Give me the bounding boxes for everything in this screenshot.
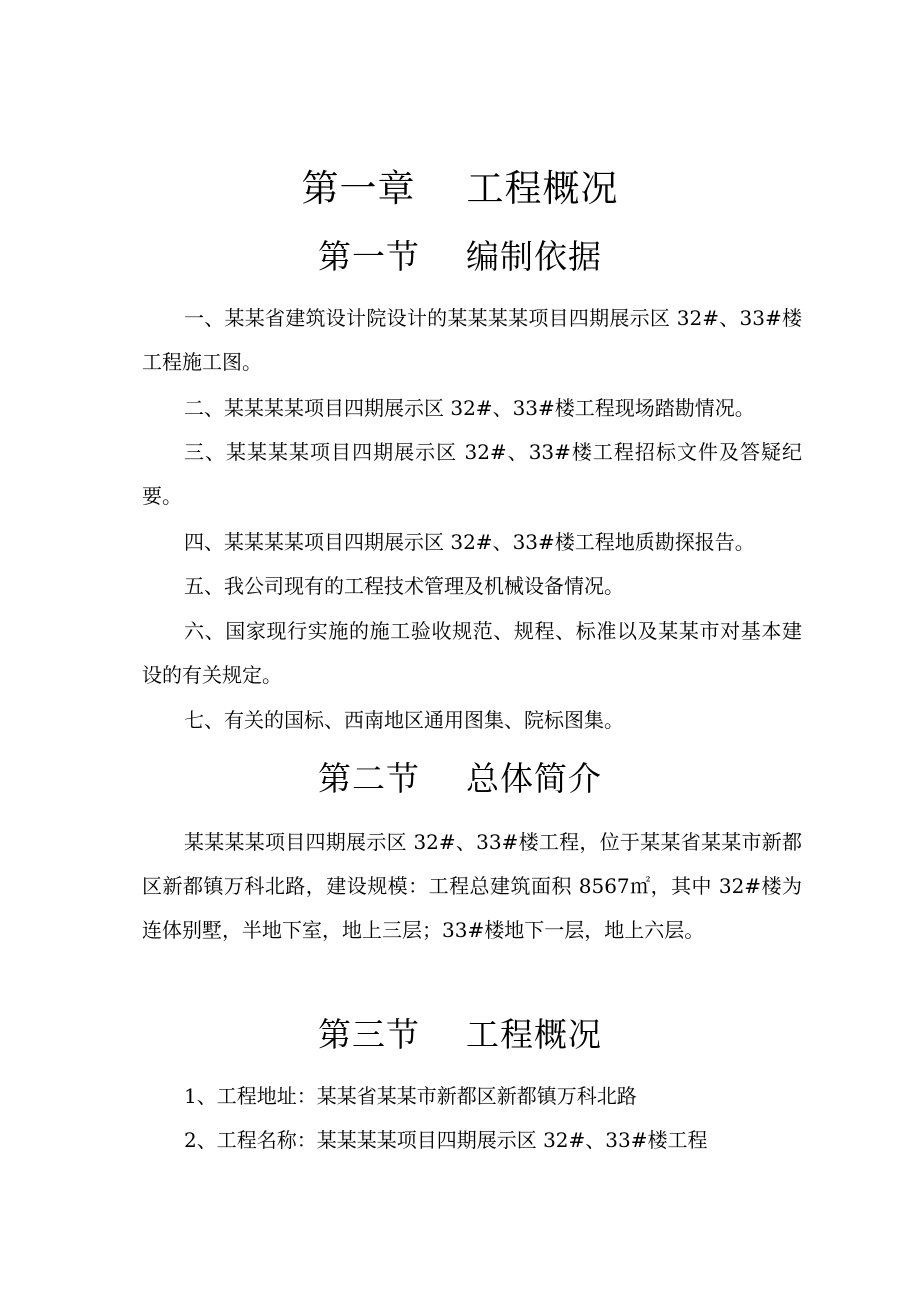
section-title-1: 第一节 编制依据 [318, 237, 602, 276]
basis-item-3: 三、某某某某项目四期展示区 32#、33#楼工程招标文件及答疑纪要。 [142, 440, 802, 508]
overview-paragraph: 某某某某项目四期展示区 32#、33#楼工程，位于某某省某某市新都区新都镇万科北路，建设规模：工程总建筑面积 8567㎡，其中 32#楼为连体别墅，半地下室，地上三层；33#楼地下一层，地上六层。 [142, 830, 802, 942]
basis-item-1: 一、某某省建筑设计院设计的某某某某项目四期展示区 32#、33#楼工程施工图。 [142, 306, 802, 374]
basis-item-5: 五、我公司现有的工程技术管理及机械设备情况。 [184, 574, 624, 598]
section-title-3: 第三节 工程概况 [318, 1015, 602, 1054]
basis-item-4: 四、某某某某项目四期展示区 32#、33#楼工程地质勘探报告。 [184, 530, 755, 554]
basis-item-6: 六、国家现行实施的施工验收规范、规程、标准以及某某市对基本建设的有关规定。 [142, 619, 802, 687]
project-address: 1、工程地址：某某省某某市新都区新都镇万科北路 [184, 1084, 637, 1108]
project-name: 2、工程名称：某某某某项目四期展示区 32#、33#楼工程 [184, 1128, 708, 1152]
chapter-title: 第一章 工程概况 [301, 167, 619, 210]
basis-item-7: 七、有关的国标、西南地区通用图集、院标图集。 [184, 708, 624, 732]
basis-item-2: 二、某某某某项目四期展示区 32#、33#楼工程现场踏勘情况。 [184, 396, 755, 420]
section-title-2: 第二节 总体简介 [318, 759, 602, 798]
